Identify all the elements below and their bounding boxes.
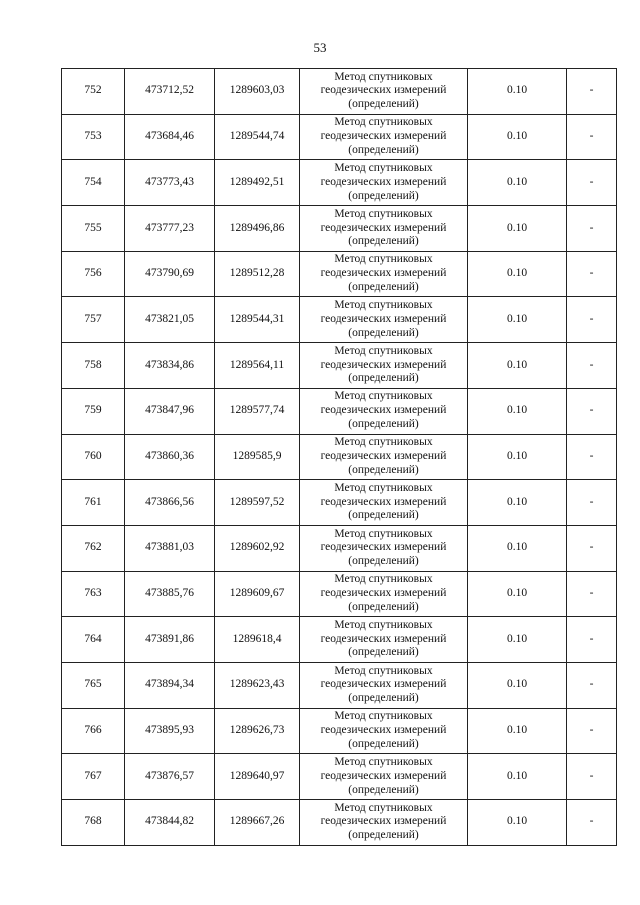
method-line: Метод спутниковых [334,70,433,83]
note-cell: - [567,754,617,800]
method-line: (определений) [348,783,419,796]
accuracy-cell: 0.10 [468,343,567,389]
accuracy-cell: 0.10 [468,206,567,252]
method-cell [300,754,468,800]
note-cell: - [567,571,617,617]
coordinate-x-cell: 473777,23 [125,206,215,252]
coordinate-x-cell: 473895,93 [125,708,215,754]
coordinate-y-cell: 1289609,67 [215,571,300,617]
coordinate-x-cell: 473876,57 [125,754,215,800]
method-cell [300,160,468,206]
accuracy-cell: 0.10 [468,251,567,297]
point-number-cell: 762 [62,525,125,571]
method-line: (определений) [348,98,419,111]
method-line: геодезических измерений [320,221,447,234]
method-line: геодезических измерений [320,769,447,782]
method-cell [300,571,468,617]
method-line: (определений) [348,372,419,385]
table-row [62,708,617,754]
method-line: геодезических измерений [320,312,447,325]
point-number-cell: 758 [62,343,125,389]
method-line: (определений) [348,463,419,476]
coordinate-y-cell: 1289602,92 [215,525,300,571]
coordinate-y-cell: 1289492,51 [215,160,300,206]
accuracy-cell: 0.10 [468,800,567,846]
coordinate-y-cell: 1289623,43 [215,662,300,708]
coordinate-y-cell: 1289585,9 [215,434,300,480]
table-row [62,480,617,526]
method-line: Метод спутниковых [334,299,433,312]
table-row [62,800,617,846]
method-line: геодезических измерений [320,541,447,554]
method-cell [300,525,468,571]
method-cell [300,800,468,846]
method-line: (определений) [348,326,419,339]
method-line: Метод спутниковых [334,527,433,540]
method-line: Метод спутниковых [334,573,433,586]
accuracy-cell: 0.10 [468,708,567,754]
coordinate-y-cell: 1289577,74 [215,388,300,434]
point-number-cell: 767 [62,754,125,800]
method-line: Метод спутниковых [334,253,433,266]
coordinate-x-cell: 473684,46 [125,114,215,160]
method-line: (определений) [348,555,419,568]
table-row [62,251,617,297]
method-line: Метод спутниковых [334,116,433,129]
method-line: (определений) [348,509,419,522]
table-row [62,297,617,343]
method-line: геодезических измерений [320,404,447,417]
method-cell [300,480,468,526]
method-line: Метод спутниковых [334,755,433,768]
method-line: Метод спутниковых [334,710,433,723]
accuracy-cell: 0.10 [468,388,567,434]
table-row [62,525,617,571]
method-cell [300,251,468,297]
method-line: геодезических измерений [320,449,447,462]
coordinate-y-cell: 1289512,28 [215,251,300,297]
method-line: Метод спутниковых [334,162,433,175]
accuracy-cell: 0.10 [468,662,567,708]
note-cell: - [567,206,617,252]
method-line: (определений) [348,600,419,613]
point-number-cell: 760 [62,434,125,480]
coordinate-x-cell: 473847,96 [125,388,215,434]
method-line: геодезических измерений [320,587,447,599]
point-number-cell: 753 [62,114,125,160]
coordinate-x-cell: 473894,34 [125,662,215,708]
point-number-cell: 763 [62,571,125,617]
accuracy-cell: 0.10 [468,434,567,480]
coordinate-y-cell: 1289626,73 [215,708,300,754]
note-cell: - [567,525,617,571]
method-line: Метод спутниковых [334,481,433,494]
coordinate-x-cell: 473844,82 [125,800,215,846]
coordinate-x-cell: 473881,03 [125,525,215,571]
method-line: геодезических измерений [320,358,447,371]
coordinate-y-cell: 1289640,97 [215,754,300,800]
method-line: (определений) [348,692,419,705]
method-line: геодезических измерений [320,175,447,188]
point-number-cell: 754 [62,160,125,206]
coordinate-x-cell: 473885,76 [125,571,215,617]
note-cell: - [567,388,617,434]
note-cell: - [567,708,617,754]
point-number-cell: 761 [62,480,125,526]
point-number-cell: 757 [62,297,125,343]
note-cell: - [567,434,617,480]
table-row [62,388,617,434]
method-line: геодезических измерений [320,678,447,691]
method-line: Метод спутниковых [334,436,433,449]
note-cell: - [567,662,617,708]
note-cell: - [567,297,617,343]
table-row [62,343,617,389]
method-line: (определений) [348,646,419,659]
method-cell [300,69,468,115]
method-cell [300,662,468,708]
table-row [62,662,617,708]
method-line: геодезических измерений [320,130,447,143]
method-cell [300,617,468,663]
point-number-cell: 752 [62,69,125,115]
coordinate-x-cell: 473860,36 [125,434,215,480]
coordinate-x-cell: 473866,56 [125,480,215,526]
method-line: (определений) [348,418,419,431]
method-line: геодезических измерений [320,724,447,737]
coordinates-table [61,68,617,846]
point-number-cell: 768 [62,800,125,846]
coordinate-x-cell: 473712,52 [125,69,215,115]
table-body [62,69,617,846]
accuracy-cell: 0.10 [468,480,567,526]
coordinate-y-cell: 1289667,26 [215,800,300,846]
method-line: (определений) [348,189,419,202]
point-number-cell: 764 [62,617,125,663]
table-row [62,617,617,663]
coordinate-y-cell: 1289544,74 [215,114,300,160]
note-cell: - [567,480,617,526]
table-row [62,754,617,800]
coordinate-y-cell: 1289618,4 [215,617,300,663]
method-cell [300,297,468,343]
table-row [62,160,617,206]
method-line: геодезических измерений [320,632,447,645]
coordinate-x-cell: 473891,86 [125,617,215,663]
method-line: Метод спутниковых [334,390,433,403]
table-row [62,69,617,115]
method-cell [300,206,468,252]
method-cell [300,388,468,434]
accuracy-cell: 0.10 [468,114,567,160]
accuracy-cell: 0.10 [468,525,567,571]
accuracy-cell: 0.10 [468,571,567,617]
method-line: геодезических измерений [320,495,447,508]
method-line: геодезических измерений [320,815,447,828]
table-row [62,114,617,160]
point-number-cell: 766 [62,708,125,754]
point-number-cell: 765 [62,662,125,708]
coordinate-y-cell: 1289597,52 [215,480,300,526]
method-line: Метод спутниковых [334,664,433,677]
table-row [62,206,617,252]
method-line: геодезических измерений [320,267,447,280]
table-row [62,571,617,617]
note-cell: - [567,800,617,846]
coordinate-x-cell: 473773,43 [125,160,215,206]
coordinate-y-cell: 1289544,31 [215,297,300,343]
accuracy-cell: 0.10 [468,160,567,206]
coordinate-x-cell: 473821,05 [125,297,215,343]
accuracy-cell: 0.10 [468,69,567,115]
coordinate-x-cell: 473834,86 [125,343,215,389]
coordinate-y-cell: 1289603,03 [215,69,300,115]
method-line: (определений) [348,829,419,842]
point-number-cell: 759 [62,388,125,434]
note-cell: - [567,114,617,160]
note-cell: - [567,617,617,663]
method-line: Метод спутниковых [334,344,433,357]
method-line: (определений) [348,143,419,156]
method-cell [300,114,468,160]
method-line: (определений) [348,235,419,248]
note-cell: - [567,343,617,389]
accuracy-cell: 0.10 [468,617,567,663]
accuracy-cell: 0.10 [468,297,567,343]
page-number: 53 [313,40,327,55]
coordinate-y-cell: 1289496,86 [215,206,300,252]
table-row [62,434,617,480]
method-line: Метод спутниковых [334,207,433,220]
point-number-cell: 755 [62,206,125,252]
note-cell: - [567,69,617,115]
method-line: (определений) [348,737,419,750]
note-cell: - [567,251,617,297]
coordinate-y-cell: 1289564,11 [215,343,300,389]
method-cell [300,343,468,389]
method-line: геодезических измерений [320,84,447,97]
point-number-cell: 756 [62,251,125,297]
coordinate-x-cell: 473790,69 [125,251,215,297]
accuracy-cell: 0.10 [468,754,567,800]
method-cell [300,708,468,754]
method-line: Метод спутниковых [334,801,433,814]
method-line: Метод спутниковых [334,618,433,631]
method-cell [300,434,468,480]
note-cell: - [567,160,617,206]
method-line: (определений) [348,280,419,293]
